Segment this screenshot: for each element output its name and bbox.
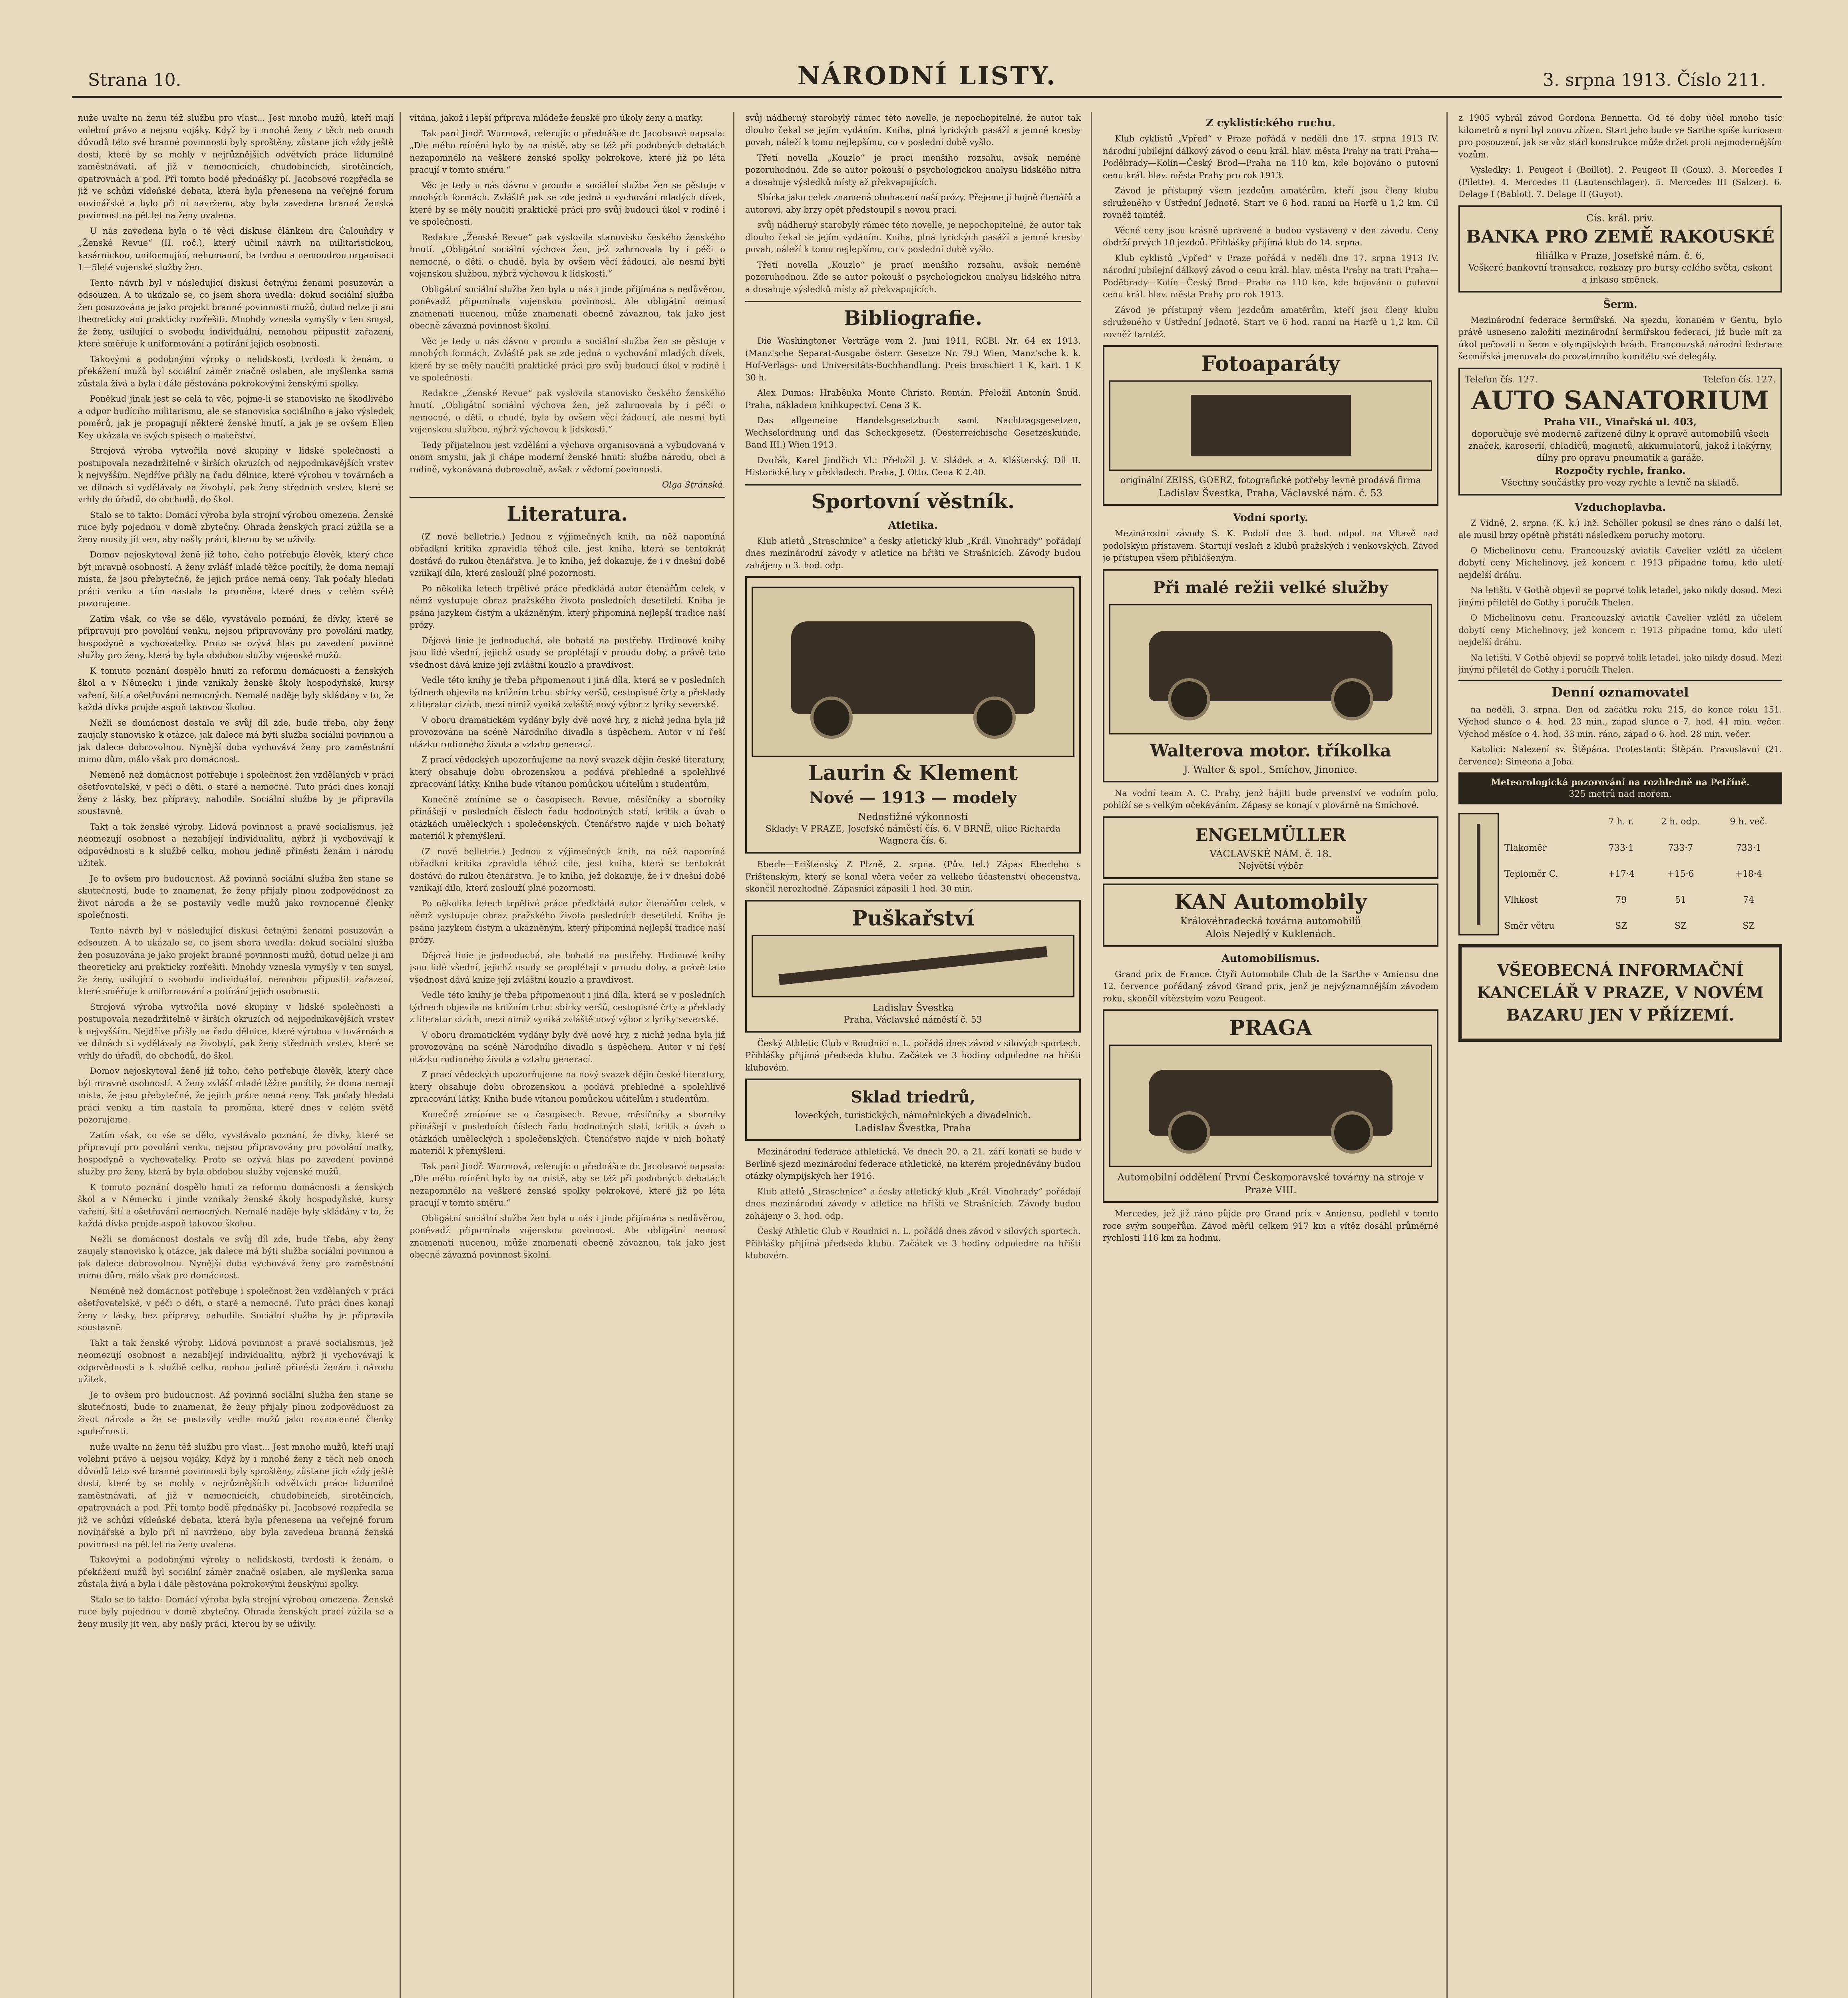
article-paragraph: Po několika letech trpělivé práce předkládá autor čtenářům celek, v němž vystupuje obraz pražského života posledních desetiletí. Kniha je psána jazykem čistým a ukázněným, který připomíná nejlepší tradice naší prózy. [410,583,725,630]
aviation-paragraph: O Michelinovu cenu. Francouzský aviatik Cavelier vzlétl za účelem dobytí ceny Michelinovy, jež koncem r. 1913 připadne tomu, kdo uletí nejdelší dráhu. [1458,613,1782,647]
table-cell: 733·7 [1668,843,1693,853]
article-paragraph: Zatím však, co vše se dělo, vyvstávalo poznání, že dívky, které se připravují pro povolání venku, nejsou připravovány pro povolání matky, hospodyně a vychovatelky. Proto se ozývá hlas po zavedení povinné služby pro ženy, která by byla obdobou služby vojenské mužů. [78,1130,394,1176]
article-paragraph: Neméně než domácnost potřebuje i společnost žen vzdělaných v práci ošetřovatelské, v péči o děti, o staré a nemocné. Tuto práci dnes konají ženy z lásky, bez přípravy, nahodile. Sociální služba by je připravila soustavně. [78,1286,394,1332]
article-paragraph: svůj nádherný starobylý rámec této novelle, je nepochopitelné, že autor tak dlouho čekal se jejím vydáním. Kniha, plná lyrických pasáží a jemné kresby povah, náleží k tomu nejlepšímu, co v poslední době vyšlo. [745,113,1081,147]
wheel-icon [1331,678,1373,720]
kan-automobily-ad[interactable] [1103,884,1438,947]
column-rule [400,112,401,1998]
column-4 [1103,112,1438,1998]
section-title-bibliography: Bibliografie. [745,301,1081,331]
section-title-daily: Denní oznamovatel [1458,680,1782,700]
weather-title: Meteorologická pozorování na rozhledně na Petříně. [1491,777,1750,788]
weather-table [1458,772,1782,939]
ad-company: Alois Nejedlý v Kuklenách. [1205,928,1336,939]
table-cell: 79 [1615,895,1627,905]
article-paragraph: Je to ovšem pro budoucnost. Až povinná sociální služba žen stane se skutečností, bude to znamenat, že ženy přijaly plnou zodpovědnost za život národa a že se postavily vedle mužů jako rovnocenné členky společnosti. [78,874,394,920]
auto-paragraph: Mercedes, jež již ráno půjde pro Grand prix v Amiensu, podlehl v tomto roce svým soupeřům. Závod měřil celkem 917 km a vítěz dosáhl průměrné rychlosti 116 km za hodinu. [1103,1209,1438,1243]
table-cell: 74 [1743,895,1755,905]
table-cell: Tlakoměr [1504,843,1547,853]
bibliography-entry: Das allgemeine Handelsgesetzbuch samt Nachtragsgesetzen, Wechselordnung und das Scheckgesetz. (Oesterreichische Gesetzeskunde, Band III.) Wien 1913. [745,416,1081,450]
article-paragraph: V oboru dramatickém vydány byly dvě nové hry, z nichž jedna byla již provozována na scéně Národního divadla s úspěchem. Autor v ní řeší otázku rodinného života a vztahu generací. [410,715,725,749]
article-paragraph: Konečně zmíníme se o časopisech. Revue, měsíčníky a sborníky přinášejí v posledních číslech řadu hodnotných statí, kritik a úvah o otázkách uměleckých i společenských. Čtenářstvo najde v nich bohatý materiál k přemýšlení. [410,1109,725,1156]
newspaper-title: NÁRODNÍ LISTY. [797,61,1057,90]
article-paragraph: Zatím však, co vše se dělo, vyvstávalo poznání, že dívky, které se připravují pro povolání venku, nejsou připravovány pro povolání matky, hospodyně a vychovatelky. Proto se ozývá hlas po zavedení povinné služby pro ženy, která by byla obdobou služby vojenské mužů. [78,614,394,660]
camera-icon [1191,395,1351,456]
observation-tower-illustration [1458,813,1499,935]
article-paragraph: Takt a tak ženské výroby. Lidová povinnost a pravé socialismus, jež neomezují osobnost a nezabíjejí individualitu, nýbrž ji vychovávají k odpovědnosti a k službě celku, mohou jedině přinésti ženám i národu užitek. [78,822,394,868]
sports-paragraph: Eberle—Frištenský Z Plzně, 2. srpna. (Pův. tel.) Zápas Eberleho s Frištenským, který se konal včera večer za velkého účastenství obecenstva, skončil nerozhodně. Zápasníci zápasili 1 hod. 30 min. [745,860,1081,894]
phone-right: Telefon čís. 127. [1703,374,1776,385]
article-paragraph: Třetí novella „Kouzlo“ je prací menšího rozsahu, avšak neméně pozoruhodnou. Zde se autor pokouší o psychologickou analysu lidského nitra a dosahuje výsledků místy až překvapujících. [745,153,1081,187]
article-paragraph: Stalo se to takto: Domácí výroba byla strojní výrobou omezena. Ženské ruce byly pojednou v domě zbytečny. Ohrada ženských prací zúžila se a ženy musily jít ven, aby našly práci, kterou by se uživily. [78,510,394,544]
wheel-icon [973,697,1016,739]
ad-headline: Nové — 1913 — modely [809,788,1017,807]
cycling-paragraph: Závod je přístupný všem jezdcům amatérům, kteří jsou členy klubu sdruženého v Ústřední Jednotě. Start ve 6 hod. ranní na Harfě u 1,2 km. Cíl rovněž tamtéž. [1103,305,1438,339]
car-illustration [1109,1045,1432,1167]
weather-data-table [1503,809,1782,939]
section-title-literature: Literatura. [410,497,725,527]
table-cell: Směr větru [1504,921,1555,931]
tower-icon [1477,824,1480,925]
ad-address: filiálka v Praze, Josefské nám. č. 6, [1536,250,1705,261]
article-paragraph: Takovými a podobnými výroky o nelidskosti, tvrdosti k ženám, o překážení mužů byl sociální záměr značně oslaben, ale myšlenka sama zůstala živá a byla i dále pěstována pokrokovými ženskými spolky. [78,354,394,388]
table-header: 2 h. odp. [1661,817,1700,827]
table-cell: Vlhkost [1504,895,1538,905]
article-paragraph: (Z nové belletrie.) Jednou z výjimečných knih, na něž napomíná obřadkní kritika zpravidla téhož cíle, jest kniha, která se tentokrát dostává do rukou čtenářstva. Je to kniha, jež dokazuje, že i v dnešní době vznikají díla, která zaslouží plné pozornosti. [410,846,725,893]
subsection-athletics: Atletika. [888,519,938,531]
camera-illustration [1109,380,1432,471]
table-cell: Teploměr C. [1504,869,1558,879]
ad-headline: Při malé režii velké služby [1153,578,1388,597]
article-paragraph: Věc je tedy u nás dávno v proudu a sociální služba žen se pěstuje v mnohých formách. Zvláště pak se zde jedná o vychování mladých dívek, které by se měly naučiti praktické práci pro svůj budoucí úkol v rodině i ve společnosti. [410,336,725,382]
article-paragraph: Domov nejoskytoval ženě již toho, čeho potřebuje člověk, který chce být mravně osobností. A ženy zvlášť mladé těžce pocítily, že doma nemají místa, že jsou přebytečné, že jejich práce nemá ceny. Tak počaly hledati práci venku a tím nastala ta proměna, které dnes v celém světě pozorujeme. [78,1066,394,1124]
cycling-paragraph: Věcné ceny jsou krásně upravené a budou vystaveny v den závodu. Ceny obdrží prvých 10 jezdců. Přihlášky přijímá klub do 14. srpna. [1103,225,1438,247]
article-paragraph: K tomuto poznání dospělo hnutí za reformu domácnosti a ženských škol a v Německu i jinde vznikaly ženské školy hospodyňské, kursy vaření, šití a ošetřování nemocných. Nemalé naděje byly skládány v to, že každá dívka projde aspoň takovou školou. [78,666,394,712]
article-paragraph: K tomuto poznání dospělo hnutí za reformu domácnosti a ženských škol a v Německu i jinde vznikaly ženské školy hospodyňské, kursy vaření, šití a ošetřování nemocných. Nemalé naděje byly skládány v to, že každá dívka projde aspoň takovou školou. [78,1182,394,1228]
table-cell: +17·4 [1607,869,1635,879]
article-paragraph: Tak paní Jindř. Wurmová, referujíc o přednášce dr. Jacobsové napsala: „Dle mého mínění bylo by na místě, aby se též při podobných debatách nezapomnělo na veškeré ženské spolky pokrokové, které již po léta pracují v tomto směru.“ [410,1161,725,1208]
author-signature: Olga Stránská. [662,480,725,490]
issue-date: 3. srpna 1913. Číslo 211. [1542,70,1766,90]
table-row [1503,888,1782,913]
phone-row [1465,374,1776,386]
article-paragraph: Je to ovšem pro budoucnost. Až povinná sociální služba žen stane se skutečností, bude to znamenat, že ženy přijaly plnou zodpovědnost za život národa a že se postavily vedle mužů jako rovnocenné členky společnosti. [78,1390,394,1436]
table-header [1503,809,1596,835]
phone-left: Telefon čís. 127. [1465,374,1538,385]
article-paragraph: Konečně zmíníme se o časopisech. Revue, měsíčníky a sborníky přinášejí v posledních číslech řadu hodnotných statí, kritik a úvah o otázkách uměleckých i společenských. Čtenářstvo najde v nich bohatý materiál k přemýšlení. [410,794,725,841]
bibliography-entry: Dvořák, Karel Jindřich Vl.: Přeložil J. V. Sládek a A. Klášterský. Díl II. Historické hry v překladech. Praha, J. Otto. Cena K 2.40. [745,455,1081,477]
article-paragraph: Strojová výroba vytvořila nové skupiny v lidské společnosti a postupovala nezadržitelně v širších okruzích od nejpodnikavějších vrstev k nejvyšším. Nejdříve přišly na řadu dělnice, které výrobou v továrnách a ve dílnách si vydělávaly na živobytí, pak ženy středních vrstev, které se vrhly do úřadů, do obchodů, do škol. [78,1002,394,1061]
article-paragraph: V oboru dramatickém vydány byly dvě nové hry, z nichž jedna byla již provozována na scéně Národního divadla s úspěchem. Autor v ní řeší otázku rodinného života a vztahu generací. [410,1030,725,1064]
article-paragraph: Takovými a podobnými výroky o nelidskosti, tvrdosti k ženám, o překážení mužů byl sociální záměr značně oslaben, ale myšlenka sama zůstala živá a byla i dále pěstována pokrokovými ženskými spolky. [78,1555,394,1589]
section-title-cycling: Z cyklistického ruchu. [1205,117,1336,129]
ad-company: Ladislav Švestka [872,1002,954,1013]
article-paragraph: Vedle této knihy je třeba připomenout i jiná díla, která se v posledních týdnech objevila na knižním trhu: sbírky veršů, cestopisné črty a překlady z literatur cizích, mezi nimiž vyniká zvláště nový výbor z lyriky severské. [410,675,725,709]
water-sports-paragraph: Mezinárodní závody S. K. Podolí dne 3. hod. odpol. na Vltavě nad podolským přístavem. Startují veslaři z klubů pražských i venkovských. Závod je přístupen všem přihlášeným. [1103,529,1438,563]
ad-description: doporučuje své moderně zařízené dílny k opravě automobilů všech značek, karoserií, chladičů, magnetů, akkumulatorů, jakož i lakýrny, dílny pro opravu pneumatik a garáže. [1468,429,1772,463]
article-paragraph: Strojová výroba vytvořila nové skupiny v lidské společnosti a postupovala nezadržitelně v širších okruzích od nejpodnikavějších vrstev k nejvyšším. Nejdříve přišly na řadu dělnice, které výrobou v továrnách a ve dílnách si vydělávaly na živobytí, pak ženy středních vrstev, které se vrhly do úřadů, do obchodů, do škol. [78,446,394,504]
aviation-paragraph: Na letišti. V Gothě objevil se poprvé tolik letadel, jako nikdy dosud. Mezi jinými přiletěl do Gothy i poručík Thelen. [1458,653,1782,675]
section-title-sports: Sportovní věstník. [745,484,1081,514]
daily-paragraph: na neděli, 3. srpna. Den od začátku roku 215, do konce roku 151. Východ slunce o 4. hod. 23 min., západ slunce o 7. hod. 41 min. večer. Východ měsíce o 4. hod. 33 min. ráno, západ o 6. hod. 28 min. večer. [1458,704,1782,739]
ad-title: KAN Automobily [1174,890,1367,914]
section-title-water-sports: Vodní sporty. [1233,512,1309,524]
article-paragraph: Po několika letech trpělivé práce předkládá autor čtenářům celek, v němž vystupuje obraz pražského života posledních desetiletí. Kniha je psána jazykem čistým a ukázněným, který připomíná nejlepší tradice naší prózy. [410,898,725,945]
ad-company: J. Walter & spol., Smíchov, Jinonice. [1184,764,1357,775]
article-paragraph: Tento návrh byl v následující diskusi četnými ženami posuzován a odsouzen. A to ukázalo se, co jsem shora uvedla: dokud sociální služba žen posuzována je jako projekt branné povinnosti mužů, dotud nelze ji ani theoreticky ani prakticky rozřešiti. Mnohdy vznesla vymyšly v ten smysl, že ženy, usilující o svobodu individuální, nemohou připustit zařazení, které směřuje k uniformování a potírání jejich osobnosti. [78,278,394,348]
article-paragraph: Věc je tedy u nás dávno v proudu a sociální služba žen se pěstuje v mnohých formách. Zvláště pak se zde jedná o vychování mladých dívek, které by se měly naučiti praktické práci pro svůj budoucí úkol v rodině i ve společnosti. [410,180,725,227]
article-paragraph: Obligátní sociální služba žen byla u nás i jinde přijímána s nedůvěrou, poněvadž připomínala vojenskou povinnost. Ale obligátní nemusí znamenati nucenou, může znamenati obecně závaznou, tak jako jest obecně závazná povinnost školní. [410,1213,725,1260]
ad-title: Puškařství [851,906,975,931]
article-paragraph: vitána, jakož i lepší příprava mládeže ženské pro úkoly ženy a matky. [410,113,703,123]
table-cell: 733·1 [1736,843,1761,853]
daily-paragraph: Katolíci: Nalezení sv. Štěpána. Protestanti: Štěpán. Pravoslavní (21. července): Simeona a Joba. [1458,744,1782,766]
water-sports-paragraph: Na vodní team A. C. Prahy, jenž hájiti bude prvenství ve vodním polu, pohlíží se s velkým očekáváním. Zápasy se konají v plovárně na Smíchově. [1103,788,1438,810]
article-paragraph: Z prací vědeckých upozorňujeme na nový svazek dějin české literatury, který obsahuje dobu obrozenskou a podává přehledné a spolehlivé zpracování látky. Kniha bude vítanou pomůckou učitelům i studentům. [410,755,725,789]
section-title-aviation: Vzduchoplavba. [1574,501,1666,513]
article-paragraph: svůj nádherný starobylý rámec této novelle, je nepochopitelné, že autor tak dlouho čekal se jejím vydáním. Kniha, plná lyrických pasáží a jemné kresby povah, náleží k tomu nejlepšímu, co v poslední době vyšlo. [745,220,1081,254]
table-cell: SZ [1674,921,1687,931]
ad-company: Ladislav Švestka, Praha [855,1122,971,1134]
page-number: Strana 10. [88,70,181,90]
article-paragraph: Nežli se domácnost dostala ve svůj díl zde, bude třeba, aby ženy zaujaly stanovisko k otázce, jak dalece má býti služba sociální povinnou a jak dalece dobrovolnou. Nynější doba vychovává ženy pro zaměstnání mimo dům, málo však pro domácnost. [78,718,394,764]
ad-footer: Všechny součástky pro vozy rychle a levně na skladě. [1501,478,1739,488]
article-paragraph: Redakce „Ženské Revue“ pak vyslovila stanovisko českého ženského hnutí. „Obligátní sociální výchova žen, jež zahrnovala by i péči o nemocné, o děti, o chudé, byla by ovšem věcí žádoucí, ale nesmí býti vojenskou službou, nýbrž výchovou k lidskosti.“ [410,388,725,434]
camera-ad[interactable] [1103,345,1438,506]
ad-title: AUTO SANATORIUM [1471,385,1769,416]
ad-title: Fotoaparáty [1201,352,1340,376]
table-cell: +18·4 [1735,869,1762,879]
table-header-row [1503,809,1782,835]
bibliography-entry: Die Washingtoner Verträge vom 2. Juni 1911, RGBl. Nr. 64 ex 1913. (Manz'sche Separat-Ausgabe österr. Gesetze Nr. 79.) Wien, Manz'sche k. k. Hof-Verlags- und Universitäts-Buchhandlung. Preis broschiert 1 K, kart. 1 K 30 h. [745,336,1081,382]
article-paragraph: Poněkud jinak jest se celá ta věc, pojme-li se stanoviska ne škodlivého a odpor budícího militarismu, ale se stanoviska sociálního a jako výsledek poměrů, jak je propagují některé ženské hnutí, a jak je se ovšem Ellen Key ukázala ve svých spisech o mateřství. [78,394,394,440]
column-rule [1446,112,1448,1998]
article-paragraph: Tento návrh byl v následující diskusi četnými ženami posuzován a odsouzen. A to ukázalo se, co jsem shora uvedla: dokud sociální služba žen posuzována je jako projekt branné povinnosti mužů, dotud nelze ji ani theoreticky ani prakticky rozřešiti. Mnohdy vznesla vymyšly v ten smysl, že ženy, usilující o svobodu individuální, nemohou připustit zařazení, které směřuje k uniformování a potírání jejich osobnosti. [78,925,394,996]
engelmuller-ad[interactable] [1103,816,1438,879]
auto-sanatorium-ad[interactable] [1458,368,1782,496]
table-row [1503,835,1782,861]
sports-paragraph: Český Athletic Club v Roudnici n. L. pořádá dnes závod v silových sportech. Přihlášky přijímá předseda klubu. Začátek ve 3 hodiny odpoledne na hřišti klubovém. [745,1226,1081,1260]
gunsmith-ad[interactable] [745,900,1081,1033]
cycling-paragraph: Klub cyklistů „Vpřed“ v Praze pořádá v neděli dne 17. srpna 1913 IV. národní jubilejní dálkový závod o cenu král. hlav. města Prahy na trati Praha—Poděbrady—Kolín—Český Brod—Praha na 110 km, kde bojováno o putovní cenu král. hlav. města Prahy pro rok 1913. [1103,134,1438,180]
article-paragraph: Dějová linie je jednoduchá, ale bohatá na postřehy. Hrdinové knihy jsou lidé všední, jejichž osudy se proplétají v proudu doby, a právě tato všednost dává knize její zvláštní kouzlo a pravdivost. [410,950,725,985]
article-paragraph: Tak paní Jindř. Wurmová, referujíc o přednášce dr. Jacobsové napsala: „Dle mého mínění bylo by na místě, aby se též při podobných debatách nezapomnělo na veškeré ženské spolky pokrokové, které již po léta pracují v tomto směru.“ [410,128,725,175]
ad-title: BANKA PRO ZEMĚ RAKOUSKÉ [1466,226,1774,247]
ad-title: Laurin & Klement [808,761,1018,785]
weather-body [1458,809,1782,939]
article-paragraph: Třetí novella „Kouzlo“ je prací menšího rozsahu, avšak neméně pozoruhodnou. Zde se autor pokouší o psychologickou analysu lidského nitra a dosahuje výsledků místy až překvapujících. [745,260,1081,294]
gun-illustration [752,935,1074,997]
ad-description: Automobilní oddělení První Českomoravské továrny na stroje v Praze VIII. [1117,1172,1424,1196]
column-rule [1091,112,1092,1998]
ad-description: Největší výběr [1238,861,1303,871]
column-3 [745,112,1081,1998]
information-office-ad[interactable] [1458,944,1782,1042]
column-5 [1458,112,1782,1998]
ad-description: Veškeré bankovní transakce, rozkazy pro bursy celého světa, eskont a inkaso směnek. [1468,263,1772,285]
ad-address: Sklady: V PRAZE, Josefské náměstí čís. 6. V BRNĚ, ulice Richarda Wagnera čís. 6. [765,824,1061,846]
aviation-paragraph: Na letišti. V Gothě objevil se poprvé tolik letadel, jako nikdy dosud. Mezi jinými přiletěl do Gothy i poručík Thelen. [1458,585,1782,607]
table-row [1503,913,1782,939]
gun-icon [779,946,1048,985]
wheel-icon [1331,1111,1373,1154]
article-paragraph: nuže uvalte na ženu též službu pro vlast... Jest mnoho mužů, kteří mají volební právo a nejsou vojáky. Když by i mnohé ženy z těch neb onoch důvodů této své branné povinnosti byly sproštěny, zůstane jich vždy ještě dosti, které by se mohly v nejrůznějších odvětvích práce lidumilné zaměstnávati, ať již v nemocnicích, chudobincích, sirotčincích, opatrovnách a pod. Při tomto bodě přednášky pí. Jacobsové rozpředla se již ve schůzi vídeňské debata, která byla přenesena na veřejné forum novinářské a bylo při ní navrženo, aby byla zavedena branná ženská povinnost na pět let na ženy uvalena. [78,113,394,220]
table-cell: 51 [1675,895,1686,905]
table-cell: SZ [1615,921,1627,931]
ad-address: VÁCLAVSKÉ NÁM. č. 18. [1209,848,1332,860]
article-paragraph: Výsledky: 1. Peugeot I (Boillot). 2. Peugeot II (Goux). 3. Mercedes I (Pilette). 4. Mercedes II (Lautenschlager). 5. Mercedes III (Salzer). 6. Delage I (Bablot). 7. Delage II (Guyot). [1458,165,1782,199]
praga-ad[interactable] [1103,1009,1438,1203]
article-paragraph: U nás zavedena byla o té věci diskuse článkem dra Čalouňdry v „Ženské Revue“ (II. roč.), který učinil návrh na militaristickou, kasárnickou, uniformující, nehumanní, ba tvrdou a nemoudrou organisaci 1—5leté vojenské služby žen. [78,226,394,272]
fencing-paragraph: Mezinárodní federace šermířská. Na sjezdu, konaném v Gentu, bylo právě usneseno založiti mezinárodní šermířskou federaci, již bude mít za úkol pečovati o šerm v olympijských hrách. Francouzská národní federace šermířská jmenovala do prozatímního komitétu své delegáty. [1458,315,1782,361]
sports-paragraph: Český Athletic Club v Roudnici n. L. pořádá dnes závod v silových sportech. Přihlášky přijímá předseda klubu. Začátek ve 3 hodiny odpoledne na hřišti klubovém. [745,1038,1081,1073]
article-paragraph: Nežli se domácnost dostala ve svůj díl zde, bude třeba, aby ženy zaujaly stanovisko k otázce, jak dalece má býti služba sociální povinnou a jak dalece dobrovolnou. Nynější doba vychovává ženy pro zaměstnání mimo dům, málo však pro domácnost. [78,1234,394,1280]
article-paragraph: nuže uvalte na ženu též službu pro vlast... Jest mnoho mužů, kteří mají volební právo a nejsou vojáky. Když by i mnohé ženy z těch neb onoch důvodů této své branné povinnosti byly sproštěny, zůstane jich vždy ještě dosti, které by se mohly v nejrůznějších odvětvích práce lidumilné zaměstnávati, ať již v nemocnicích, chudobincích, sirotčincích, opatrovnách a pod. Při tomto bodě přednášky pí. Jacobsové rozpředla se již ve schůzi vídeňské debata, která byla přenesena na veřejné forum novinářské a bylo při ní navrženo, aby byla zavedena branná ženská povinnost na pět let na ženy uvalena. [78,1442,394,1549]
ad-tagline: Rozpočty rychle, franko. [1555,464,1686,476]
ad-title: Walterova motor. tříkolka [1150,740,1391,760]
ad-title: VŠEOBECNÁ INFORMAČNÍ KANCELÁŘ V PRAZE, V NOVÉM BAZARU JEN V PŘÍZEMÍ. [1477,961,1764,1025]
article-paragraph: Takt a tak ženské výroby. Lidová povinnost a pravé socialismus, jež neomezují osobnost a nezabíjejí individualitu, nýbrž ji vychovávají k odpovědnosti a k službě celku, mohou jedině přinésti ženám i národu užitek. [78,1338,394,1384]
article-paragraph: Sbírka jako celek znamená obohacení naší prózy. Přejeme jí hojně čtenářů a autorovi, aby brzy opět předstoupil s novou prací. [745,193,1081,215]
article-paragraph: Vedle této knihy je třeba připomenout i jiná díla, která se v posledních týdnech objevila na knižním trhu: sbírky veršů, cestopisné črty a překlady z literatur cizích, mezi nimiž vyniká zvláště nový výbor z lyriky severské. [410,990,725,1024]
sports-paragraph: Klub atletů „Straschnice“ a česky atletický klub „Král. Vinohrady“ pořádají dnes mezinárodní závody v atletice na hřišti ve Strašnicích. Závody budou zahájeny o 3. hod. odp. [745,1186,1081,1221]
article-paragraph: Stalo se to takto: Domácí výroba byla strojní výrobou omezena. Ženské ruce byly pojednou v domě zbytečny. Ohrada ženských prací zúžila se a ženy musily jít ven, aby našly práci, kterou by se uživily. [78,1594,394,1629]
article-paragraph: (Z nové belletrie.) Jednou z výjimečných knih, na něž napomíná obřadkní kritika zpravidla téhož cíle, jest kniha, která se tentokrát dostává do rukou čtenářstva. Je to kniha, jež dokazuje, že i v dnešní době vznikají díla, která zaslouží plné pozornosti. [410,531,725,578]
weather-subtitle: 325 metrů nad mořem. [1569,789,1672,799]
article-paragraph: Domov nejoskytoval ženě již toho, čeho potřebuje člověk, který chce být mravně osobností. A ženy zvlášť mladé těžce pocítily, že doma nemají místa, že jsou přebytečné, že jejich práce nemá ceny. Tak počaly hledati práci venku a tím nastala ta proměna, které dnes v celém světě pozorujeme. [78,550,394,608]
table-row [1503,861,1782,887]
table-cell: +15·6 [1667,869,1694,879]
auto-paragraph: Grand prix de France. Čtyři Automobile Club de la Sarthe v Amiensu dne 12. července pořádaný závod Grand prix, jenž je nejvýznamnějším závodem roku, skončil vítězstvím vozu Peugeot. [1103,969,1438,1003]
column-rule [733,112,734,1998]
wheel-icon [1168,1111,1210,1154]
page-header [72,60,1782,98]
cycling-paragraph: Klub cyklistů „Vpřed“ v Praze pořádá v neděli dne 17. srpna 1913 IV. národní jubilejní dálkový závod o cenu král. hlav. města Prahy na trati Praha—Poděbrady—Kolín—Český Brod—Praha na 110 km, kde bojováno o putovní cenu král. hlav. města Prahy pro rok 1913. [1103,253,1438,299]
ad-title: Sklad triedrů, [851,1088,975,1106]
table-header: 7 h. r. [1608,817,1634,827]
ad-title: ENGELMÜLLER [1195,825,1346,845]
table-cell: 733·1 [1608,843,1634,853]
ad-prefix: Cís. král. priv. [1586,212,1654,224]
column-1 [78,112,394,1998]
aviation-paragraph: Z Vídně, 2. srpna. (K. k.) Inž. Schöller pokusil se dnes ráno o další let, ale musil brzy opětně přistáti následkem poruchy motoru. [1458,518,1782,540]
tricycle-illustration [1109,604,1432,734]
ad-tagline: Nedostižné výkonnosti [858,811,968,822]
article-paragraph: Redakce „Ženské Revue“ pak vyslovila stanovisko českého ženského hnutí. „Obligátní sociální výchova žen, jež zahrnovala by i péči o nemocné, o děti, o chudé, byla by ovšem věcí žádoucí, ale nesmí býti vojenskou službou, nýbrž výchovou k lidskosti.“ [410,232,725,279]
aviation-paragraph: O Michelinovu cenu. Francouzský aviatik Cavelier vzlétl za účelem dobytí ceny Michelinovy, jež koncem r. 1913 připadne tomu, kdo uletí nejdelší dráhu. [1458,545,1782,580]
weather-banner [1458,772,1782,804]
car-illustration [752,587,1074,757]
section-title-automobilism: Automobilismus. [1221,952,1320,965]
ad-description: Královéhradecká továrna automobilů [1180,915,1361,927]
article-paragraph: Dějová linie je jednoduchá, ale bohatá na postřehy. Hrdinové knihy jsou lidé všední, jejichž osudy se proplétají v proudu doby, a právě tato všednost dává knize její zvláštní kouzlo a pravdivost. [410,635,725,670]
ad-company: Ladislav Švestka, Praha, Václavské nám. č. 53 [1158,488,1383,499]
sports-paragraph: Klub atletů „Straschnice“ a česky atletický klub „Král. Vinohrady“ pořádají dnes mezinárodní závody v atletice na hřišti ve Strašnicích. Závody budou zahájeny o 3. hod. odp. [745,536,1081,570]
sports-paragraph: Mezinárodní federace athletická. Ve dnech 20. a 21. září konati se bude v Berlíně sjezd mezinárodní federace athletické, na kterém projednávány budou otázky olympijských her 1916. [745,1147,1081,1181]
section-title-fencing: Šerm. [1603,298,1637,310]
ad-description: loveckých, turistických, námořnických a divadelních. [795,1110,1031,1120]
wheel-icon [1168,678,1210,720]
ad-title: PRAGA [1229,1016,1312,1040]
ad-address: Praha, Václavské náměstí č. 53 [844,1015,982,1025]
article-paragraph: Obligátní sociální služba žen byla u nás i jinde přijímána s nedůvěrou, poněvadž připomínala vojenskou povinnost. Ale obligátní nemusí znamenati nucenou, může znamenati obecně závaznou, tak jako jest obecně závazná povinnost školní. [410,284,725,330]
article-paragraph: Neméně než domácnost potřebuje i společnost žen vzdělaných v práci ošetřovatelské, v péči o děti, o staré a nemocné. Tuto práci dnes konají ženy z lásky, bez přípravy, nahodile. Sociální služba by je připravila soustavně. [78,770,394,816]
bibliography-entry: Alex Dumas: Hraběnka Monte Christo. Román. Přeložil Antonín Šmíd. Praha, nákladem knihkupectví. Cena 3 K. [745,388,1081,410]
ad-description: originální ZEISS, GOERZ, fotografické potřeby levně prodává firma [1120,476,1421,486]
cycling-paragraph: Závod je přístupný všem jezdcům amatérům, kteří jsou členy klubu sdruženého v Ústřední Jednotě. Start ve 6 hod. ranní na Harfě u 1,2 km. Cíl rovněž tamtéž. [1103,186,1438,220]
wheel-icon [810,697,853,739]
article-paragraph: Z prací vědeckých upozorňujeme na nový svazek dějin české literatury, který obsahuje dobu obrozenskou a podává přehledné a spolehlivé zpracování látky. Kniha bude vítanou pomůckou učitelům i studentům. [410,1070,725,1104]
binoculars-ad[interactable] [745,1079,1081,1141]
bank-ad[interactable] [1458,205,1782,293]
laurin-klement-ad[interactable] [745,576,1081,854]
article-paragraph: Tedy přijatelnou jest vzdělání a výchova organisovaná a vybudovaná v onom smyslu, jak ji chápe moderní ženské hnutí: služba národu, obci a rodině, vykonávaná dobrovolně, avšak z vědomí povinnosti. [410,440,725,474]
column-2 [410,112,725,1998]
article-paragraph: z 1905 vyhrál závod Gordona Bennetta. Od té doby účel mnoho tisíc kilometrů a nyní byl znovu zřízen. Start jeho bude ve Sarthe spíše kuriosem pro posouzení, jak se vůz stárl konstrukce může držet proti nejmodernějším vozům. [1458,113,1782,159]
table-header: 9 h. več. [1730,817,1768,827]
walter-tricycle-ad[interactable] [1103,569,1438,782]
table-cell: SZ [1743,921,1755,931]
ad-address: Praha VII., Vinařská ul. 403, [1544,416,1697,428]
